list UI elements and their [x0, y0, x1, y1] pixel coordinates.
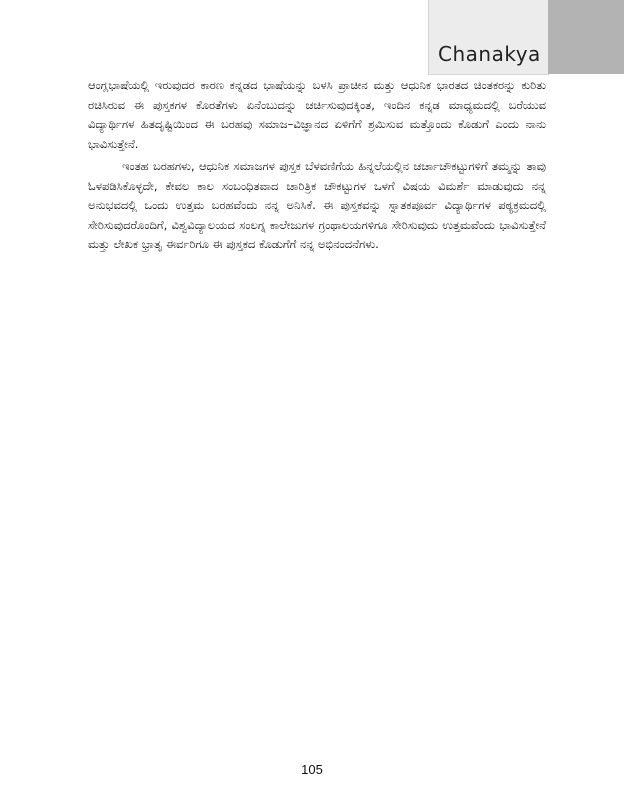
- page-number: 105: [301, 762, 323, 777]
- paragraph: ಇಂತಹ ಬರಹಗಳು, ಆಧುನಿಕ ಸಮಾಜಗಳ ಪುಸ್ತಕ ಬೆಳವಣಿಗೆಯ ಹಿನ್ನಲೆಯಲ್ಲಿನ ಚರ್ಚಾಚೌಕಟ್ಟುಗಳಿಗೆ ತಮ್ಮನ್ನು ತಾವು ಓಳಪಡಿಸಿಕೊಳ್ಳದೇ, ಕೇವಲ ಕಾಲ ಸಂಬಂಧಿತವಾದ ಚಾರಿತ್ರಿಕ ಚೌಕಟ್ಟುಗಳ ಒಳಗೆ ವಿಷಯ ವಿಮರ್ಶೆ ಮಾಡುವುದು ನನ್ನ ಅನುಭವದಲ್ಲಿ ಒಂದು ಉತ್ತಮ ಬರಹವೆಂದು ನನ್ನ ಅನಿಸಿಕೆ. ಈ ಪುಸ್ತಕವನ್ನು ಸ್ನಾತಕಪೂರ್ವ ವಿದ್ಯಾರ್ಥಿಗಳ ಪಠ್ಯಕ್ರಮದಲ್ಲಿ ಸೇರಿಸುವುದರೊಂದಿಗೆ, ವಿಶ್ವವಿದ್ಯಾಲಯದ ಸಂಲಗ್ನ ಕಾಲೇಜುಗಳ ಗ್ರಂಥಾಲಯಗಳಿಗೂ ಸೇರಿಸುವುದು ಉತ್ತಮವೆಂದು ಭಾವಿಸುತ್ತೇನೆ ಮತ್ತು ಲೇಖಕ ಭ್ರಾತೃ ಈರ್ವರಿಗೂ ಈ ಪುಸ್ತಕದ ಕೊಡುಗೆಗೆ ನನ್ನ ಅಭಿನಂದನೆಗಳು.: [88, 159, 546, 251]
- paragraph: ಆಂಗ್ಲಭಾಷೆಯಲ್ಲಿ ಇರುವುದರ ಕಾರಣ ಕನ್ನಡದ ಭಾಷೆಯನ್ನು ಬಳಸಿ ಪ್ರಾಚೀನ ಮತ್ತು ಆಧುನಿಕ ಭಾರತದ ಚಿಂತಕರನ್ನು ಕುರಿತು ರಚಿಸಿರುವ ಈ ಪುಸ್ತಕಗಳ ಕೊರತೆಗಳು ಏನೆಂಬುದನ್ನು ಚರ್ಚಿಸುವುದಕ್ಕಿಂತ, ಇಂದಿನ ಕನ್ನಡ ಮಾಧ್ಯಮದಲ್ಲಿ ಬರೆಯುವ ವಿದ್ಯಾರ್ಥಿಗಳ ಹಿತದೃಷ್ಟಿಯಿಂದ ಈ ಬರಹವು ಸಮಾಜ–ವಿಜ್ಞಾನದ ಏಳಿಗೆಗೆ ಶ್ರಮಿಸುವ ಮತ್ತೊಂದು ಕೊಡುಗೆ ಎಂದು ನಾನು ಭಾವಿಸುತ್ತೇನೆ.: [88, 78, 546, 151]
- page-edge-marker: [548, 0, 624, 74]
- body-text: [88, 76, 546, 255]
- running-header-title: Chanakya: [438, 42, 541, 66]
